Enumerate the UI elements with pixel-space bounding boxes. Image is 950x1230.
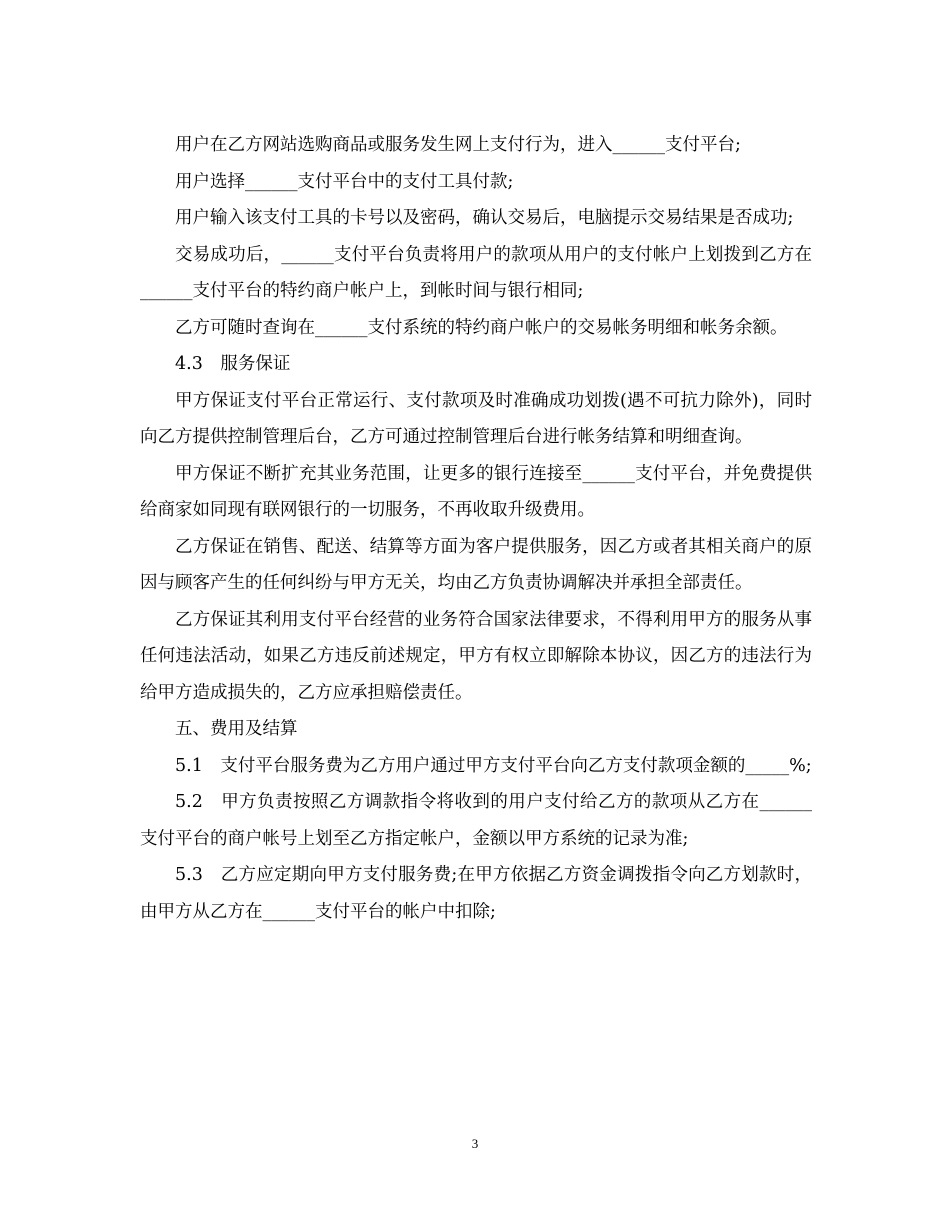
section-heading-service-guarantee: 4.3 服务保证 xyxy=(175,354,291,374)
document-body xyxy=(140,127,812,930)
paragraph-payment-step-query: 乙方可随时查询在______支付系统的特约商户帐户的交易帐务明细和帐务余额。 xyxy=(175,317,788,338)
paragraph-payment-step-select-tool: 用户选择______支付平台中的支付工具付款; xyxy=(175,171,514,192)
section-heading-fees-settlement: 五、费用及结算 xyxy=(175,719,298,739)
paragraph-guarantee-expand-banks: 甲方保证不断扩充其业务范围，让更多的银行连接至______支付平台，并免费提供给商家如同现有联网银行的一切服务，不再收取升级费用。 xyxy=(140,463,812,520)
paragraph-fund-transfer: 5.2 甲方负责按照乙方调款指令将收到的用户支付给乙方的款项从乙方在______支付平台的商户帐号上划至乙方指定帐户，金额以甲方系统的记录为准; xyxy=(140,792,812,849)
paragraph-fee-rate: 5.1 支付平台服务费为乙方用户通过甲方支付平台向乙方支付款项金额的_____%; xyxy=(175,755,812,776)
paragraph-guarantee-customer-service: 乙方保证在销售、配送、结算等方面为客户提供服务，因乙方或者其相关商户的原因与顾客产生的任何纠纷与甲方无关，均由乙方负责协调解决并承担全部责任。 xyxy=(140,536,812,593)
page-number: 3 xyxy=(471,1136,479,1151)
paragraph-payment-step-enter-platform: 用户在乙方网站选购商品或服务发生网上支付行为，进入______支付平台; xyxy=(175,135,741,155)
paragraph-guarantee-platform-operation: 甲方保证支付平台正常运行、支付款项及时准确成功划拨(遇不可抗力除外)，同时向乙方提供控制管理后台，乙方可通过控制管理后台进行帐务结算和明细查询。 xyxy=(140,390,812,447)
paragraph-payment-step-input-card: 用户输入该支付工具的卡号以及密码，确认交易后，电脑提示交易结果是否成功; xyxy=(175,208,794,228)
paragraph-payment-step-transfer: 交易成功后，______支付平台负责将用户的款项从用户的支付帐户上划拨到乙方在______支付平台的特约商户帐户上，到帐时间与银行相同; xyxy=(140,244,812,301)
paragraph-fee-deduction: 5.3 乙方应定期向甲方支付服务费;在甲方依据乙方资金调拨指令向乙方划款时，由甲方从乙方在______支付平台的帐户中扣除; xyxy=(140,865,812,922)
paragraph-guarantee-legal-compliance: 乙方保证其利用支付平台经营的业务符合国家法律要求，不得利用甲方的服务从事任何违法活动，如果乙方违反前述规定，甲方有权立即解除本协议，因乙方的违法行为给甲方造成损失的，乙方应承担赔偿责任。 xyxy=(140,609,812,703)
